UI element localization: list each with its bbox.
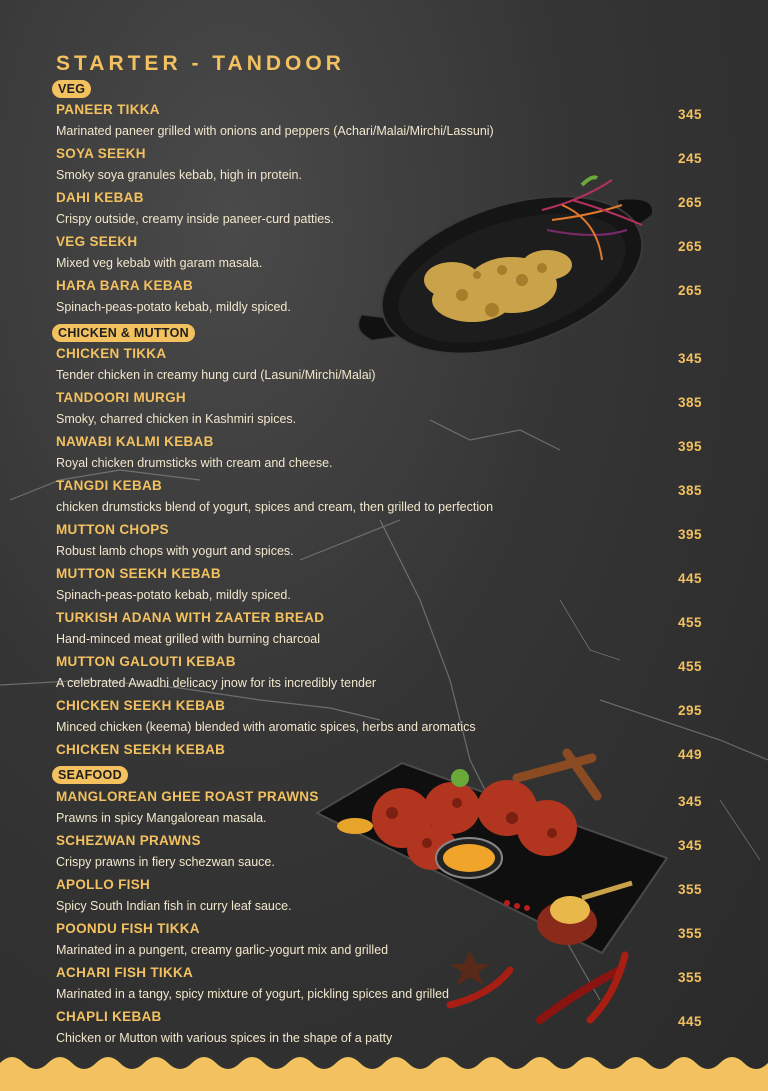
item-name: MANGLOREAN GHEE ROAST PRAWNS xyxy=(56,789,319,804)
item-description: Chicken or Mutton with various spices in the shape of a patty xyxy=(56,1031,393,1045)
item-price: 395 xyxy=(677,439,702,454)
item-description: Smoky, charred chicken in Kashmiri spices. xyxy=(56,412,297,426)
section-badge-chicken-mutton: CHICKEN & MUTTON xyxy=(52,324,195,342)
menu-item[interactable] xyxy=(56,921,706,965)
menu-item[interactable] xyxy=(56,698,706,742)
item-price: 385 xyxy=(677,395,702,410)
item-name: TANGDI KEBAB xyxy=(56,478,163,493)
item-name: MUTTON GALOUTI KEBAB xyxy=(56,654,236,669)
item-name: POONDU FISH TIKKA xyxy=(56,921,200,936)
paneer-skillet-image xyxy=(352,170,662,360)
item-name: TANDOORI MURGH xyxy=(56,390,186,405)
item-price: 455 xyxy=(677,615,702,630)
item-name: CHICKEN TIKKA xyxy=(56,346,167,361)
item-price: 445 xyxy=(677,1014,702,1029)
item-price: 345 xyxy=(677,351,702,366)
item-price: 265 xyxy=(677,283,702,298)
item-price: 455 xyxy=(677,659,702,674)
menu-item[interactable] xyxy=(56,1009,706,1053)
menu-item[interactable] xyxy=(56,346,706,390)
item-description: Robust lamb chops with yogurt and spices. xyxy=(56,544,294,558)
item-name: CHICKEN SEEKH KEBAB xyxy=(56,698,226,713)
menu-item[interactable] xyxy=(56,522,706,566)
item-description: Prawns in spicy Mangalorean masala. xyxy=(56,811,267,825)
item-name: CHICKEN SEEKH KEBAB xyxy=(56,742,226,757)
item-description: Smoky soya granules kebab, high in protein. xyxy=(56,168,302,182)
item-price: 449 xyxy=(677,747,702,762)
item-price: 245 xyxy=(677,151,702,166)
item-name: TURKISH ADANA WITH ZAATER BREAD xyxy=(56,610,325,625)
item-price: 265 xyxy=(677,239,702,254)
menu-item[interactable] xyxy=(56,965,706,1009)
item-name: SCHEZWAN PRAWNS xyxy=(56,833,201,848)
item-name: MUTTON SEEKH KEBAB xyxy=(56,566,221,581)
menu-item[interactable] xyxy=(56,566,706,610)
item-name: ACHARI FISH TIKKA xyxy=(56,965,194,980)
item-description: Crispy prawns in fiery schezwan sauce. xyxy=(56,855,275,869)
page-title: STARTER - TANDOOR xyxy=(56,52,345,75)
menu-item[interactable] xyxy=(56,877,706,921)
item-name: NAWABI KALMI KEBAB xyxy=(56,434,214,449)
item-description: Royal chicken drumsticks with cream and cheese. xyxy=(56,456,333,470)
menu-item[interactable] xyxy=(56,390,706,434)
item-price: 355 xyxy=(677,970,702,985)
item-description: Marinated in a tangy, spicy mixture of yogurt, pickling spices and grilled xyxy=(56,987,450,1001)
item-name: APOLLO FISH xyxy=(56,877,151,892)
section-badge-seafood: SEAFOOD xyxy=(52,766,128,784)
item-price: 265 xyxy=(677,195,702,210)
item-description: Tender chicken in creamy hung curd (Lasuni/Mirchi/Malai) xyxy=(56,368,376,382)
item-description: Marinated in a pungent, creamy garlic-yogurt mix and grilled xyxy=(56,943,389,957)
item-price: 395 xyxy=(677,527,702,542)
item-description: Hand-minced meat grilled with burning charcoal xyxy=(56,632,321,646)
item-description: A celebrated Awadhi delicacy jnow for its incredibly tender xyxy=(56,676,377,690)
item-price: 355 xyxy=(677,926,702,941)
item-price: 445 xyxy=(677,571,702,586)
menu-item[interactable] xyxy=(56,478,706,522)
item-name: SOYA SEEKH xyxy=(56,146,146,161)
item-description: Mixed veg kebab with garam masala. xyxy=(56,256,263,270)
menu-item[interactable] xyxy=(56,610,706,654)
item-description: Marinated paneer grilled with onions and peppers (Achari/Malai/Mirchi/Lassuni) xyxy=(56,124,494,138)
item-price: 345 xyxy=(677,794,702,809)
menu-item[interactable] xyxy=(56,434,706,478)
item-description: Crispy outside, creamy inside paneer-curd patties. xyxy=(56,212,334,226)
item-price: 345 xyxy=(677,107,702,122)
item-description: Spicy South Indian fish in curry leaf sauce. xyxy=(56,899,292,913)
item-name: VEG SEEKH xyxy=(56,234,138,249)
item-description: chicken drumsticks blend of yogurt, spices and cream, then grilled to perfection xyxy=(56,500,494,514)
item-description: Spinach-peas-potato kebab, mildly spiced. xyxy=(56,300,291,314)
footer-wave xyxy=(0,1051,768,1091)
section-badge-veg: VEG xyxy=(52,80,91,98)
item-name: DAHI KEBAB xyxy=(56,190,144,205)
item-name: PANEER TIKKA xyxy=(56,102,160,117)
item-name: MUTTON CHOPS xyxy=(56,522,169,537)
item-name: HARA BARA KEBAB xyxy=(56,278,193,293)
item-price: 295 xyxy=(677,703,702,718)
menu-item[interactable] xyxy=(56,654,706,698)
menu-item[interactable] xyxy=(56,102,706,146)
item-price: 345 xyxy=(677,838,702,853)
menu-item[interactable] xyxy=(56,789,706,833)
item-price: 355 xyxy=(677,882,702,897)
item-price: 385 xyxy=(677,483,702,498)
item-name: CHAPLI KEBAB xyxy=(56,1009,162,1024)
item-description: Spinach-peas-potato kebab, mildly spiced. xyxy=(56,588,291,602)
menu-item[interactable] xyxy=(56,833,706,877)
item-description: Minced chicken (keema) blended with aromatic spices, herbs and aromatics xyxy=(56,720,476,734)
